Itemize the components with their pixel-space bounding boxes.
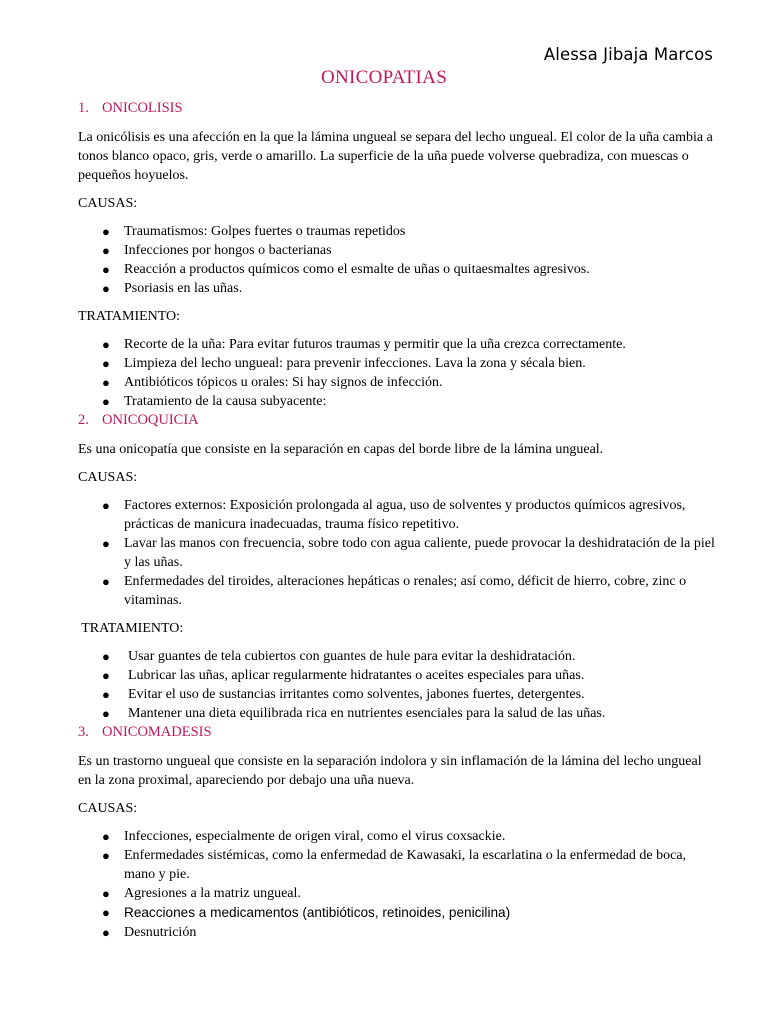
section-onicoquicia [78, 411, 718, 723]
list-item: ● Enfermedades sistémicas, como la enfermedad de Kawasaki, la escarlatina o la enfermedad de boca, mano y pie. [102, 848, 687, 882]
section-onicolisis [78, 99, 718, 411]
list-item: ● Limpieza del lecho ungueal: para prevenir infecciones. Lava la zona y sécala bien. [102, 356, 586, 371]
bullet-icon: ● [102, 262, 110, 277]
section-heading [78, 723, 718, 742]
bullet-icon: ● [102, 536, 110, 551]
section-number: 3. [78, 724, 89, 740]
causes-label: CAUSAS: [78, 196, 138, 211]
list-item: ● Usar guantes de tela cubiertos con guantes de hule para evitar la deshidratación. [102, 649, 576, 664]
list-item: ● Desnutrición [102, 925, 197, 940]
list-item: ● Tratamiento de la causa subyacente: [102, 394, 327, 409]
bullet-icon: ● [102, 394, 110, 409]
causes-label: CAUSAS: [78, 801, 138, 816]
bullet-icon: ● [102, 498, 110, 513]
section-number: 2. [78, 412, 89, 428]
list-item: ● Mantener una dieta equilibrada rica en nutrientes esenciales para la salud de las uñas. [102, 706, 606, 721]
treatment-list [78, 647, 718, 723]
bullet-icon: ● [102, 848, 110, 863]
list-item: ● Traumatismos: Golpes fuertes o traumas repetidos [102, 224, 406, 239]
list-item: ● Agresiones a la matriz ungueal. [102, 886, 301, 901]
section-number: 1. [78, 100, 89, 116]
section-title: ONICOQUICIA [102, 412, 199, 428]
bullet-icon: ● [102, 925, 110, 940]
author-name: Alessa Jibaja Marcos [543, 45, 713, 64]
treatment-list [78, 335, 718, 411]
list-item: ● Antibióticos tópicos u orales: Si hay signos de infección. [102, 375, 443, 390]
bullet-icon: ● [102, 243, 110, 258]
list-item: ● Infecciones, especialmente de origen viral, como el virus coxsackie. [102, 829, 506, 844]
list-item: ● Psoriasis en las uñas. [102, 281, 243, 296]
bullet-icon: ● [102, 706, 110, 721]
list-item: ● Infecciones por hongos o bacterianas [102, 243, 332, 258]
causes-list [78, 827, 718, 942]
bullet-icon: ● [102, 687, 110, 702]
bullet-icon: ● [102, 668, 110, 683]
list-item: ● Evitar el uso de sustancias irritantes como solventes, jabones fuertes, detergentes. [102, 687, 585, 702]
list-item: ● Lubricar las uñas, aplicar regularmente hidratantes o aceites especiales para uñas. [102, 668, 585, 683]
bullet-icon: ● [102, 375, 110, 390]
bullet-icon: ● [102, 337, 110, 352]
list-item: ● Lavar las manos con frecuencia, sobre todo con agua caliente, puede provocar la deshidratación de la piel y las uñas. [102, 536, 715, 570]
bullet-icon: ● [102, 649, 110, 664]
section-intro: Es un trastorno ungueal que consiste en la separación indolora y sin inflamación de la lámina del lecho ungueal en la zona proximal, apareciendo por debajo una uña nueva. [78, 754, 702, 788]
bullet-icon: ● [102, 224, 110, 239]
treatment-label: TRATAMIENTO: [78, 309, 181, 324]
section-heading [78, 99, 718, 118]
list-item: ● Enfermedades del tiroides, alteraciones hepáticas o renales; así como, déficit de hierro, cobre, zinc o vitaminas. [102, 574, 687, 608]
bullet-icon: ● [102, 905, 110, 920]
treatment-label: TRATAMIENTO: [78, 621, 184, 636]
section-heading [78, 411, 718, 430]
section-intro: Es una onicopatía que consiste en la separación en capas del borde libre de la lámina ungueal. [78, 442, 604, 457]
bullet-icon: ● [102, 886, 110, 901]
document-content [78, 99, 718, 942]
bullet-icon: ● [102, 281, 110, 296]
bullet-icon: ● [102, 574, 110, 589]
section-title: ONICOMADESIS [102, 724, 212, 740]
section-intro: La onicólisis es una afección en la que la lámina ungueal se separa del lecho ungueal. El color de la uña cambia a tonos blanco opaco, gris, verde o amarillo. La superficie de la uña puede volverse quebradiza, con muescas o pequeños hoyuelos. [78, 130, 713, 183]
bullet-icon: ● [102, 829, 110, 844]
list-item: ● Reacciones a medicamentos (antibióticos, retinoides, penicilina) [102, 905, 511, 920]
causes-list [78, 222, 718, 298]
causes-list [78, 496, 718, 610]
bullet-icon: ● [102, 356, 110, 371]
list-item: ● Reacción a productos químicos como el esmalte de uñas o quitaesmaltes agresivos. [102, 262, 590, 277]
section-onicomadesis [78, 723, 718, 942]
section-title: ONICOLISIS [102, 100, 183, 116]
document-title: ONICOPATIAS [320, 67, 448, 88]
causes-label: CAUSAS: [78, 470, 138, 485]
list-item: ● Factores externos: Exposición prolongada al agua, uso de solventes y productos químicos agresivos, prácticas de manicura inadecuadas, trauma físico repetitivo. [102, 498, 686, 532]
list-item: ● Recorte de la uña: Para evitar futuros traumas y permitir que la uña crezca correctamente. [102, 337, 626, 352]
